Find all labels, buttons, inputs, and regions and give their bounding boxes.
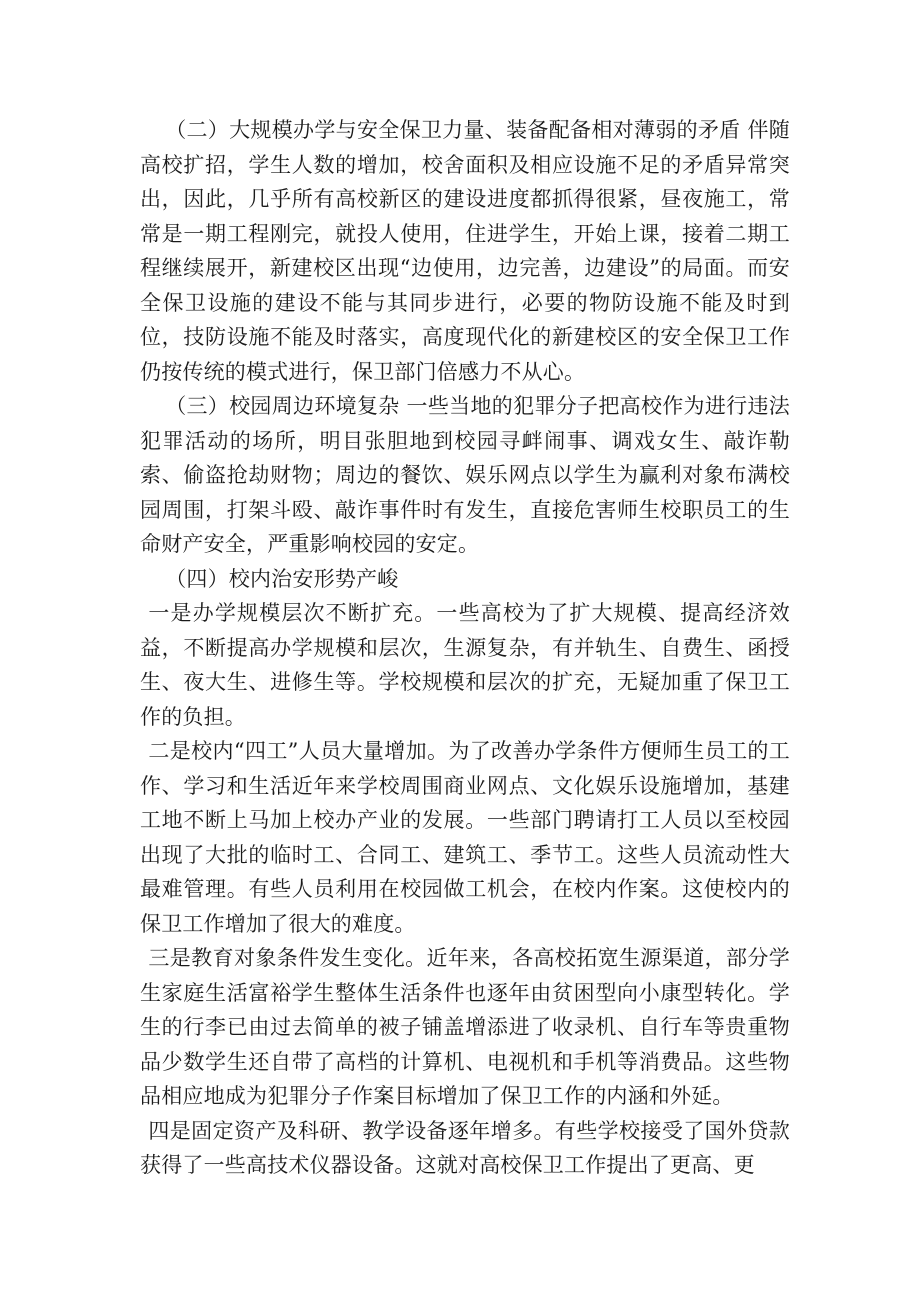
paragraph-section-two: （二）大规模办学与安全保卫力量、装备配备相对薄弱的矛盾 伴随高校扩招，学生人数的增加，校舍面积及相应设施不足的矛盾异常突出，因此，几乎所有高校新区的建设进度都抓得很紧，昼夜施工，常常是一期工程刚完，就投人使用，住进学生，开始上课，接着二期工程继续展开，新建校区出现“边使用，边完善，边建设”的局面。而安全保卫设施的建设不能与其同步进行，必要的物防设施不能及时到位，技防设施不能及时落实，高度现代化的新建校区的安全保卫工作仍按传统的模式进行，保卫部门倍感力不从心。 <box>140 118 790 384</box>
document-body <box>140 113 790 1183</box>
paragraph-point-two: 二是校内“四工”人员大量增加。为了改善办学条件方便师生员工的工作、学习和生活近年来学校周围商业网点、文化娱乐设施增加，基建工地不断上马加上校办产业的发展。一些部门聘请打工人员以至校园出现了大批的临时工、合同工、建筑工、季节工。这些人员流动性大最难管理。有些人员利用在校园做工机会，在校内作案。这使校内的保卫工作增加了很大的难度。 <box>140 739 790 936</box>
paragraph-point-one: 一是办学规模层次不断扩充。一些高校为了扩大规模、提高经济效益，不断提高办学规模和层次，生源复杂，有并轨生、自费生、函授生、夜大生、进修生等。学校规模和层次的扩充，无疑加重了保卫工作的负担。 <box>140 601 790 729</box>
heading-section-four: （四）校内治安形势产峻 <box>165 566 399 591</box>
paragraph-point-four: 四是固定资产及科研、教学设备逐年增多。有些学校接受了国外贷款获得了一些高技术仪器设备。这就对高校保卫工作提出了更高、更 <box>140 1118 790 1177</box>
paragraph-section-three: （三）校园周边环境复杂 一些当地的犯罪分子把高校作为进行违法犯罪活动的场所，明目张胆地到校园寻衅闹事、调戏女生、敲诈勒索、偷盗抢劫财物；周边的餐饮、娱乐网点以学生为赢利对象布满校园周围，打架斗殴、敲诈事件时有发生，直接危害师生校职员工的生命财产安全，严重影响校园的安定。 <box>140 394 790 556</box>
paragraph-point-three: 三是教育对象条件发生变化。近年来，各高校拓宽生源渠道，部分学生家庭生活富裕学生整体生活条件也逐年由贫困型向小康型转化。学生的行李已由过去简单的被子铺盖增添进了收录机、自行车等贵重物品少数学生还自带了高档的计算机、电视机和手机等消费品。这些物品相应地成为犯罪分子作案目标增加了保卫工作的内涵和外延。 <box>140 946 790 1108</box>
